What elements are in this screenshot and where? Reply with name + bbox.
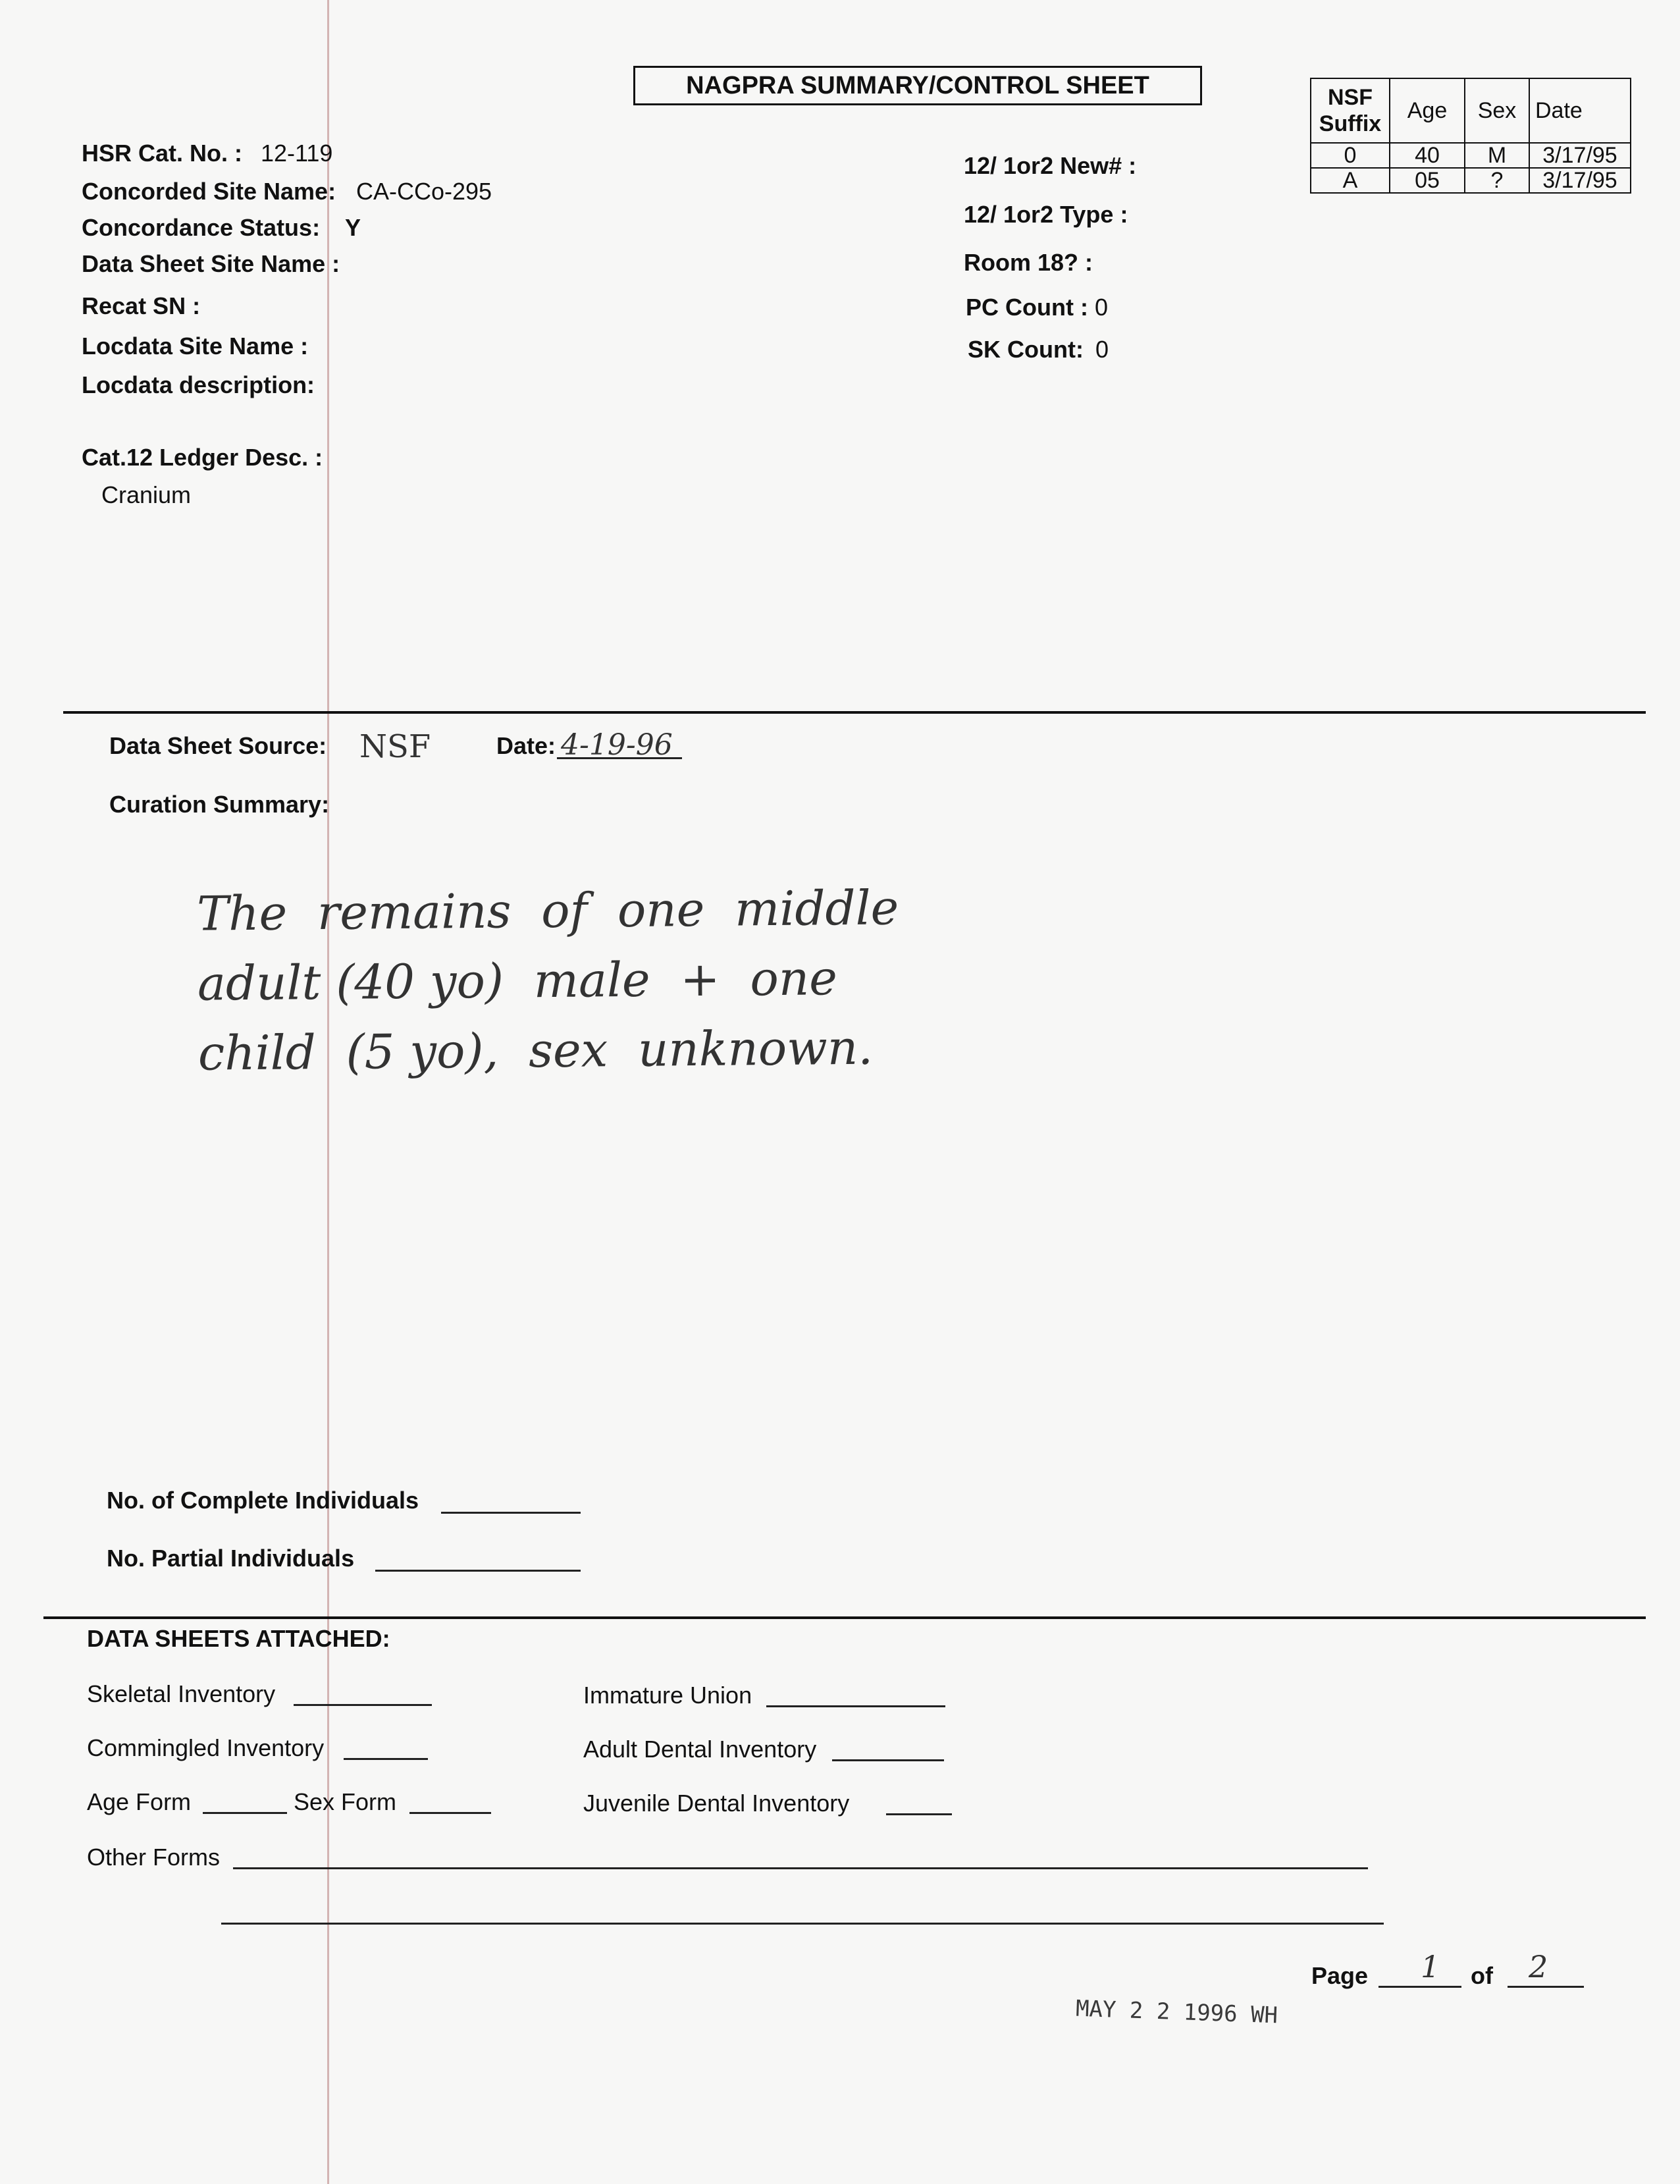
immature-union-line [766,1705,945,1707]
concorded-site-label: Concorded Site Name: [82,178,336,205]
sex-form-label: Sex Form [294,1788,397,1815]
data-sheets-attached-heading: DATA SHEETS ATTACHED: [87,1625,390,1652]
skeletal-inventory-line [294,1704,432,1706]
page-label: Page [1311,1962,1369,1989]
locdata-site-label: Locdata Site Name : [82,333,309,360]
concordance-status-value: Y [345,214,361,241]
sex-header: Sex [1465,78,1529,143]
other-forms-line-2 [221,1923,1384,1925]
date-underline [557,757,682,759]
recat-sn-label: Recat SN : [82,292,201,319]
type-label: 12/ 1or2 Type : [964,201,1128,228]
suffix-cell: 0 [1311,143,1390,168]
adult-dental-label: Adult Dental Inventory [583,1736,817,1763]
curation-summary-handwriting: The remains of one middle adult (40 yo) male + one child (5 yo), sex unknown. [196,880,899,1081]
sex-form-line [409,1812,491,1814]
of-label: of [1471,1962,1493,1989]
table-row [1311,143,1631,168]
complete-individuals-label: No. of Complete Individuals [107,1487,419,1514]
age-form-label: Age Form [87,1788,192,1815]
age-form-line [203,1812,287,1814]
new-number-label: 12/ 1or2 New# : [964,152,1137,179]
sk-count-label: SK Count: [968,336,1084,363]
commingled-inventory-line [344,1758,428,1760]
date-label: Date: [496,732,556,759]
juvenile-dental-label: Juvenile Dental Inventory [583,1790,850,1817]
section-divider [63,711,1646,714]
received-date-stamp: MAY 2 2 1996 WH [1075,1995,1278,2029]
date-cell: 3/17/95 [1529,168,1631,193]
suffix-cell: A [1311,168,1390,193]
date-cell: 3/17/95 [1529,143,1631,168]
of-value: 2 [1529,1949,1548,1984]
complete-individuals-line [441,1512,581,1514]
data-sheet-site-label: Data Sheet Site Name : [82,250,340,277]
date-value: 4-19-96 [561,728,673,762]
immature-union-label: Immature Union [583,1682,752,1709]
sk-count-value: 0 [1095,336,1109,363]
other-forms-line [233,1867,1368,1869]
juvenile-dental-line [886,1813,952,1815]
curation-summary-label: Curation Summary: [109,791,330,818]
nsf-table-header-row [1311,78,1631,143]
concordance-status-label: Concordance Status: [82,214,321,241]
commingled-inventory-label: Commingled Inventory [87,1734,325,1761]
page-value: 1 [1421,1949,1440,1984]
of-line [1508,1986,1584,1988]
nsf-table [1310,78,1631,194]
margin-line [327,0,329,2184]
room-18-label: Room 18? : [964,249,1093,276]
sex-cell: M [1465,143,1529,168]
sex-cell: ? [1465,168,1529,193]
adult-dental-line [832,1759,944,1761]
nsf-suffix-header: NSF Suffix [1311,78,1390,143]
hsr-cat-label: HSR Cat. No. : [82,140,243,167]
partial-individuals-label: No. Partial Individuals [107,1545,355,1572]
other-forms-label: Other Forms [87,1844,221,1871]
ledger-desc-value: Cranium [101,481,192,508]
data-sheet-source-label: Data Sheet Source: [109,732,327,759]
section-divider [43,1616,1646,1619]
data-sheet-source-value: NSF [359,728,431,765]
date-header: Date [1529,78,1631,143]
ledger-desc-label: Cat.12 Ledger Desc. : [82,444,323,471]
hsr-cat-value: 12-119 [261,140,333,167]
age-cell: 05 [1390,168,1465,193]
locdata-description-label: Locdata description: [82,371,315,398]
skeletal-inventory-label: Skeletal Inventory [87,1680,276,1707]
age-header: Age [1390,78,1465,143]
pc-count-label: PC Count : [966,294,1088,321]
pc-count-value: 0 [1095,294,1109,321]
age-cell: 40 [1390,143,1465,168]
partial-individuals-line [375,1570,581,1572]
concorded-site-value: CA-CCo-295 [356,178,492,205]
table-row [1311,168,1631,193]
page-line [1378,1986,1461,1988]
page-title: NAGPRA SUMMARY/CONTROL SHEET [633,66,1202,105]
